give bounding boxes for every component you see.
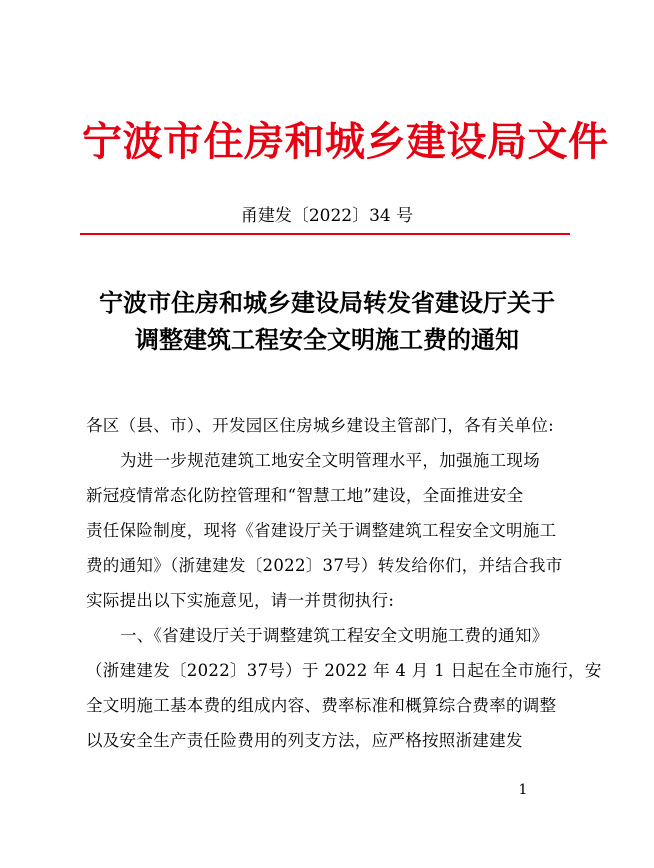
- document-title: [0, 284, 654, 358]
- title-line: 宁波市住房和城乡建设局转发省建设厅关于: [99, 288, 555, 317]
- document-number: 甬建发〔2022〕34 号: [240, 206, 414, 226]
- body-paragraph-line: 为进一步规范建筑工地安全文明管理水平，加强施工现场: [120, 451, 540, 470]
- red-divider-line: [80, 233, 570, 235]
- body-paragraph-line: 费的通知》（浙建建发〔2022〕37号）转发给你们，并结合我市: [86, 556, 563, 575]
- document-body: [86, 408, 602, 758]
- body-paragraph-line: 责任保险制度，现将《省建设厅关于调整建筑工程安全文明施工: [86, 521, 557, 540]
- body-paragraph-line: 一、《省建设厅关于调整建筑工程安全文明施工费的通知》: [120, 626, 549, 645]
- salutation-line: 各区（县、市）、开发园区住房城乡建设主管部门，各有关单位:: [86, 416, 555, 435]
- body-paragraph-line: 以及安全生产责任险费用的列支方法，应严格按照浙建建发: [86, 731, 523, 750]
- org-header: 宁波市住房和城乡建设局文件: [82, 118, 609, 165]
- body-paragraph-line: 全文明施工基本费的组成内容、费率标准和概算综合费率的调整: [86, 696, 557, 715]
- body-paragraph-line: （浙建建发〔2022〕37号）于 2022 年 4 月 1 日起在全市施行，安: [86, 661, 602, 680]
- body-paragraph-line: 新冠疫情常态化防控管理和“智慧工地”建设，全面推进安全: [86, 486, 524, 505]
- title-line: 调整建筑工程安全文明施工费的通知: [135, 325, 519, 354]
- page-number: 1: [518, 782, 528, 798]
- body-paragraph-line: 实际提出以下实施意见，请一并贯彻执行:: [86, 591, 395, 610]
